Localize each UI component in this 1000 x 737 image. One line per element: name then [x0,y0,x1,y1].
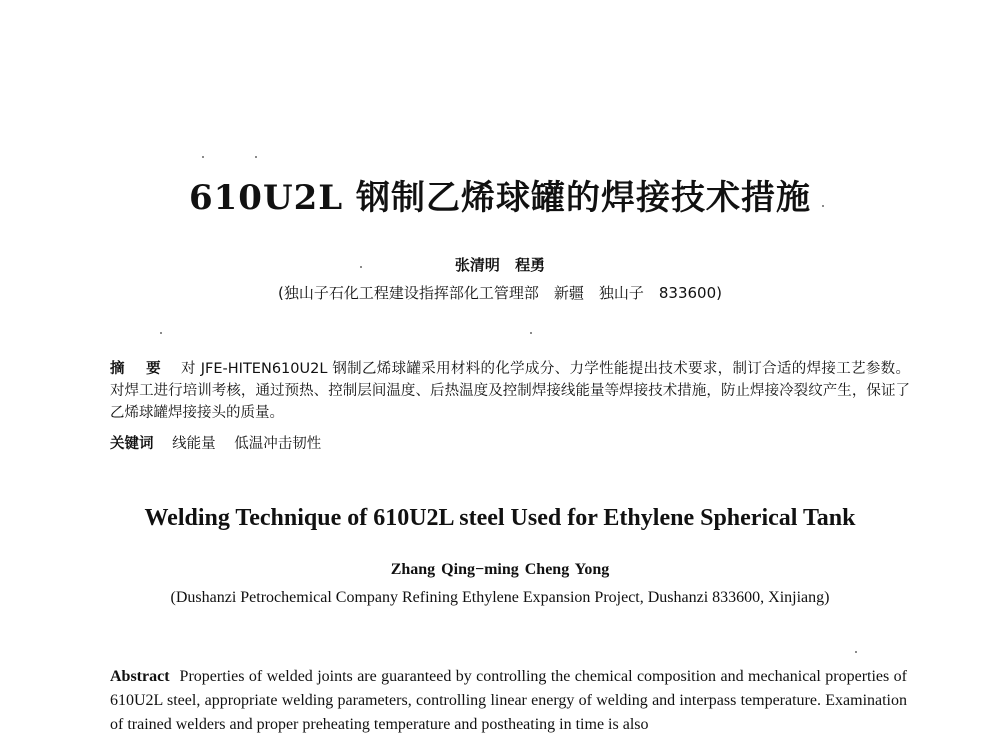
scan-speck [160,332,162,334]
english-abstract-text: Properties of welded joints are guaranteed by controlling the chemical composition and mechanical properties of 610U2L steel, appropriate welding parameters, controlling linear energy of welding and interpass temperature. Examination of trained welders and proper preheating temperature and postheating in time is also [110,668,907,733]
keyword: 低温冲击韧性 [234,436,322,452]
scan-speck [360,266,362,268]
chinese-abstract [110,358,910,424]
chinese-affiliation: (独山子石化工程建设指挥部化工管理部 新疆 独山子 833600) [278,284,722,302]
chinese-keywords [110,432,910,453]
english-title: Welding Technique of 610U2L steel Used for Ethylene Spherical Tank [144,505,856,531]
chinese-authors: 张清明 程勇 [454,256,546,274]
chinese-abstract-label: 摘 要 [110,361,170,377]
scan-speck [202,156,204,158]
english-affiliation: (Dushanzi Petrochemical Company Refining Ethylene Expansion Project, Dushanzi 833600, Xinjiang) [170,589,830,606]
scan-speck [530,332,532,334]
scan-speck [855,651,857,653]
chinese-abstract-text: 对 JFE-HITEN610U2L 钢制乙烯球罐采用材料的化学成分、力学性能提出技术要求，制订合适的焊接工艺参数。对焊工进行培训考核，通过预热、控制层间温度、后热温度及控制焊接线能量等焊接技术措施，防止焊接冷裂纹产生，保证了乙烯球罐焊接接头的质量。 [110,361,910,421]
scan-speck [255,156,257,158]
chinese-keywords-label: 关键词 [110,436,154,452]
keyword: 线能量 [172,436,216,452]
chinese-title: 610U2L 钢制乙烯球罐的焊接技术措施 [188,178,812,218]
english-authors: Zhang Qing−ming Cheng Yong [390,561,610,578]
english-abstract-label: Abstract [110,668,170,685]
english-abstract [110,665,907,737]
scan-speck [822,205,824,207]
